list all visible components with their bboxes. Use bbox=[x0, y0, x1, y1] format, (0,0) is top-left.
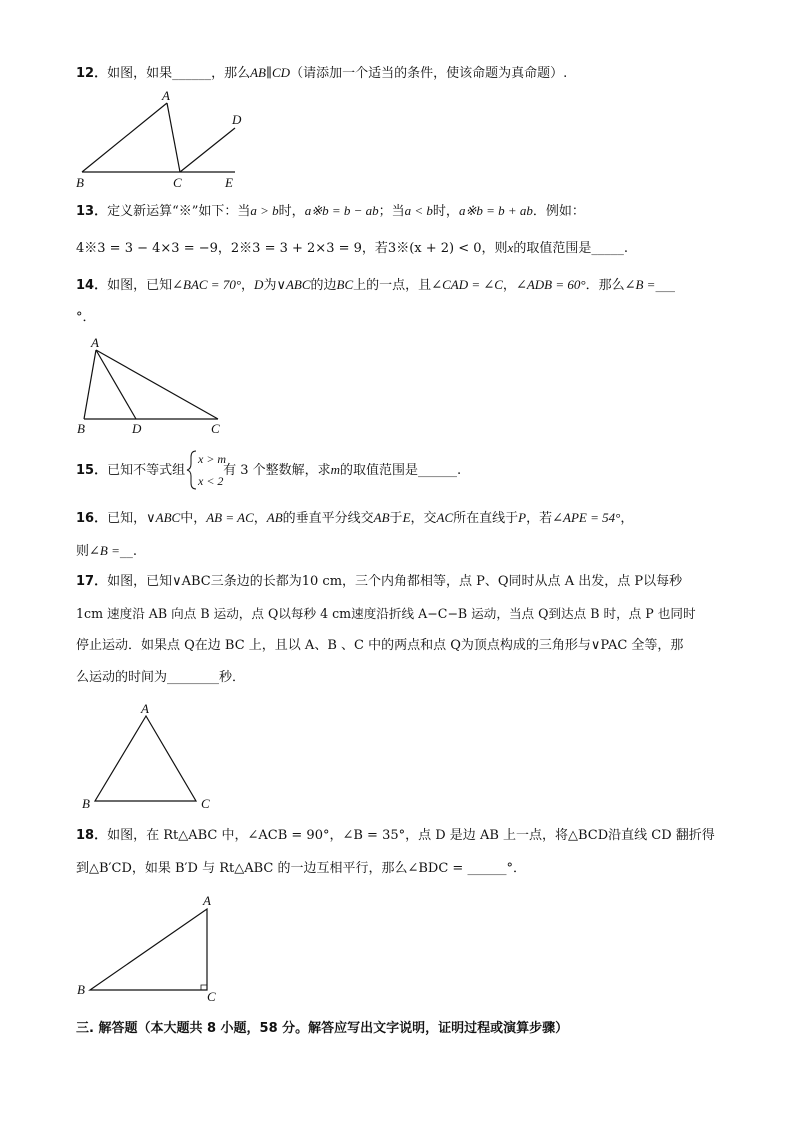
q13-text: 时， bbox=[278, 204, 305, 219]
fig12-label-C: C bbox=[173, 175, 182, 190]
q16-text: ，交 bbox=[410, 511, 437, 526]
fig18-label-A: A bbox=[203, 893, 211, 908]
q16-angle: ∠APE = 54° bbox=[552, 510, 621, 525]
q16-number: 16． bbox=[76, 511, 108, 526]
q13-text: ．例如： bbox=[532, 204, 585, 219]
q16-blank: __. bbox=[119, 544, 138, 559]
q14-text: 上的一点，且 bbox=[353, 278, 432, 293]
q12-text-b: （请添加一个适当的条件，使该命题为真命题）. bbox=[290, 66, 568, 81]
q13-cond2: a < b bbox=[404, 203, 433, 218]
fig12-label-A: A bbox=[162, 88, 170, 103]
fig17-label-A: A bbox=[141, 701, 149, 716]
q16-seg: AC bbox=[436, 510, 454, 525]
q16-text: 所在直线于 bbox=[453, 511, 519, 526]
fig17-label-C: C bbox=[201, 796, 210, 811]
q14-angle-b: ∠B = bbox=[624, 277, 656, 292]
q15-text-b: 有 3 个整数解，求 bbox=[223, 463, 331, 478]
q12-number: 12． bbox=[76, 66, 108, 81]
q16-text: 已知， bbox=[107, 511, 147, 526]
fig12-label-B: B bbox=[76, 175, 84, 190]
q17-line4: 么运动的时间为________秒． bbox=[76, 670, 246, 685]
q16-text: ， bbox=[253, 511, 267, 526]
q14-blank: ___ bbox=[655, 278, 675, 293]
q14-angle-adb: ∠ADB = 60° bbox=[515, 277, 586, 292]
q16-text: 于 bbox=[389, 511, 403, 526]
q18-line2: 到△B′CD，如果 B′D 与 Rt△ABC 的一边互相平行，那么∠BDC = ______°． bbox=[76, 861, 526, 876]
q14-text: ．那么 bbox=[585, 278, 625, 293]
q16-text: ， bbox=[620, 511, 634, 526]
q13-text: ；当 bbox=[378, 204, 405, 219]
q14-number: 14． bbox=[76, 278, 108, 293]
q13-example2: 2※3 = 3 + 2×3 = 9 bbox=[230, 241, 362, 256]
q15-number: 15． bbox=[76, 463, 108, 478]
q17-number: 17． bbox=[76, 574, 108, 589]
q12-expr: AB∥CD bbox=[250, 65, 291, 80]
q14-text: ， bbox=[502, 278, 516, 293]
q13-def1: a※b = b − ab bbox=[304, 203, 379, 218]
q13-text: 时， bbox=[432, 204, 459, 219]
q14-line2: °． bbox=[76, 310, 96, 325]
q16-point: P bbox=[518, 510, 527, 525]
q13-text: ， bbox=[217, 241, 231, 256]
q13-cond1: a > b bbox=[250, 203, 279, 218]
fig18-label-B: B bbox=[77, 982, 85, 997]
q18-number: 18． bbox=[76, 828, 108, 843]
fig12-label-E: E bbox=[225, 175, 233, 190]
q14-text: 为 bbox=[263, 278, 277, 293]
q15-text-a: 已知不等式组 bbox=[107, 463, 186, 478]
q12-text-a: 如图，如果______，那么 bbox=[107, 66, 251, 81]
q16-triangle: ∨ABC bbox=[146, 510, 181, 525]
q14-angle-bac: ∠BAC = 70° bbox=[172, 277, 242, 292]
q13-text: ，则 bbox=[481, 241, 508, 256]
q17-text: 如图，已知∨ABC三条边的长都为10 cm，三个内角都相等，点 P、Q同时从点 A 出发，点 P以每秒 bbox=[107, 574, 683, 589]
q16-seg: AB bbox=[373, 510, 390, 525]
q13-text: ，若 bbox=[361, 241, 388, 256]
fig14-label-B: B bbox=[77, 421, 85, 436]
fig14-label-C: C bbox=[211, 421, 220, 436]
q16-text: 的垂直平分线交 bbox=[282, 511, 374, 526]
q14-point: D bbox=[254, 277, 264, 292]
q16-text: 则 bbox=[76, 544, 90, 559]
q14-text: 的边 bbox=[310, 278, 337, 293]
q13-def2: a※b = b + ab bbox=[458, 203, 533, 218]
q13-text: 定义新运算“※”如下：当 bbox=[107, 204, 251, 219]
q17-line3: 停止运动．如果点 Q在边 BC 上，且以 A、B 、C 中的两点和点 Q为顶点构成的三角形与∨PAC 全等，那 bbox=[76, 638, 684, 653]
q17-line2: 1cm 速度沿 AB 向点 B 运动，点 Q以每秒 4 cm速度沿折线 A−C−B 运动，当点 Q到达点 B 时，点 P 也同时 bbox=[76, 606, 696, 621]
fig14-label-D: D bbox=[132, 421, 142, 436]
fig18-label-C: C bbox=[207, 989, 216, 1004]
fig12-label-D: D bbox=[232, 112, 242, 127]
q13-var: x bbox=[507, 240, 514, 255]
q14-triangle: ∨ABC bbox=[276, 277, 311, 292]
q16-angle-b: ∠B = bbox=[89, 543, 120, 558]
q14-angle-cad: ∠CAD = ∠C bbox=[431, 277, 503, 292]
q16-eq: AB = AC bbox=[206, 510, 254, 525]
q18-text: 如图，在 Rt△ABC 中，∠ACB = 90°，∠B = 35°，点 D 是边 AB 上一点，将△BCD沿直线 CD 翻折得 bbox=[107, 828, 715, 843]
section-3-heading: 三. 解答题（本大题共 8 小题，58 分。解答应写出文字说明，证明过程或演算步骤） bbox=[76, 1021, 569, 1036]
q13-condition: 3※(x + 2) < 0 bbox=[387, 241, 482, 256]
q13-number: 13． bbox=[76, 204, 108, 219]
q14-text: 如图，已知 bbox=[107, 278, 173, 293]
q15-var-m: m bbox=[330, 462, 341, 477]
q15-inequality-1: x > m bbox=[198, 452, 227, 466]
q14-text: ， bbox=[241, 278, 255, 293]
q16-seg: AB bbox=[266, 510, 283, 525]
q13-example1: 4※3 = 3 − 4×3 = −9 bbox=[76, 241, 218, 256]
fig14-label-A: A bbox=[91, 335, 99, 350]
q15-inequality-2: x < 2 bbox=[198, 474, 224, 488]
q13-text: 的取值范围是_____. bbox=[513, 241, 628, 256]
q16-point: E bbox=[402, 510, 411, 525]
q15-text-c: 的取值范围是______. bbox=[340, 463, 462, 478]
q14-side: BC bbox=[336, 277, 354, 292]
q16-text: 中， bbox=[180, 511, 207, 526]
fig17-label-B: B bbox=[82, 796, 90, 811]
q16-text: ，若 bbox=[526, 511, 553, 526]
